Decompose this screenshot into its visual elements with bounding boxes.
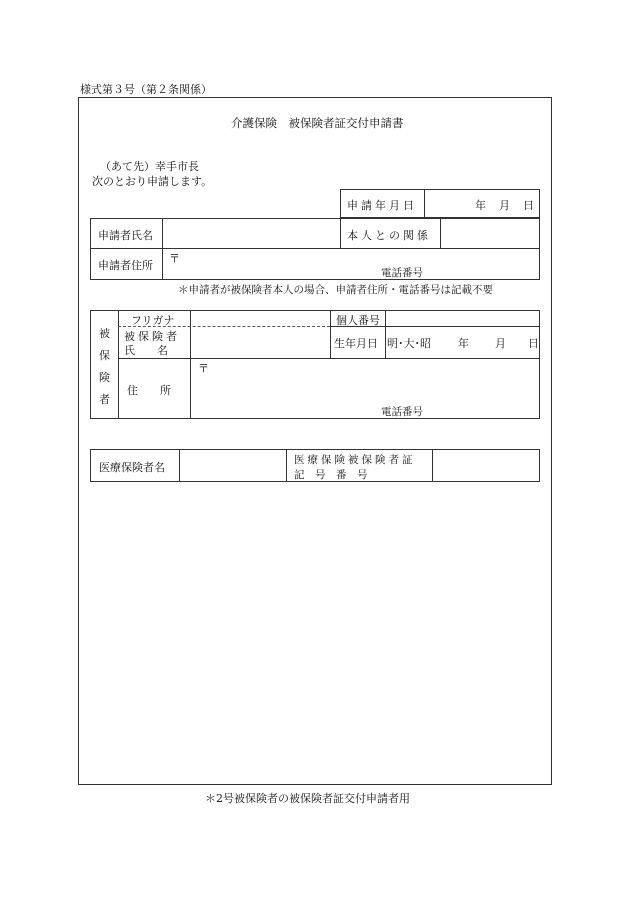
relation-label: 本人との関係: [347, 229, 431, 242]
era-options: 明･大･昭: [387, 337, 431, 350]
footer-note: ＊2号被保険者の被保険者証交付申請者用: [205, 792, 410, 805]
card-label-1: 医療保険被保険者証: [294, 454, 416, 466]
insured-side-label-3: 険: [99, 371, 110, 384]
insured-side-label-2: 保: [99, 349, 110, 362]
insurer-name-label: 医療保険者名: [99, 461, 165, 474]
furigana-label: フリガナ: [131, 314, 175, 327]
date-year-unit: 年: [475, 199, 486, 212]
insured-postal-mark: 〒: [198, 362, 209, 375]
insured-side-label-1: 被: [99, 327, 110, 340]
date-month-unit: 月: [499, 199, 510, 212]
birth-label: 生年月日: [334, 337, 378, 350]
form-title: 介護保険 被保険者証交付申請書: [231, 116, 404, 130]
applicant-table: [90, 218, 540, 280]
application-date-label: 申請年月日: [347, 199, 417, 212]
insured-name-label-2: 氏 名: [124, 344, 168, 357]
medical-table: [90, 449, 540, 482]
addressee: （あて先）幸手市長: [100, 160, 199, 173]
applicant-name-label: 申請者氏名: [98, 229, 153, 242]
applicant-postal-mark: 〒: [169, 252, 180, 265]
applicant-note: ＊申請者が被保険者本人の場合、申請者住所・電話番号は記載不要: [178, 284, 493, 296]
insured-name-label-1: 被保険者: [124, 330, 180, 343]
form-number: 様式第３号（第２条関係）: [80, 83, 212, 96]
personal-number-label: 個人番号: [336, 314, 380, 327]
card-label-2: 記 号 番 号: [294, 469, 368, 481]
insured-table: [90, 310, 540, 419]
birth-year-unit: 年: [458, 337, 469, 350]
applicant-address-label: 申請者住所: [98, 259, 153, 272]
applicant-phone-label: 電話番号: [381, 267, 423, 279]
insured-phone-label: 電話番号: [381, 406, 423, 418]
intro-text: 次のとおり申請します。: [92, 175, 213, 188]
insured-side-label-4: 者: [99, 393, 110, 406]
application-date-box: [340, 189, 540, 218]
birth-day-unit: 日: [528, 337, 539, 350]
birth-month-unit: 月: [495, 337, 506, 350]
date-day-unit: 日: [523, 199, 534, 212]
insured-address-label: 住 所: [127, 384, 171, 397]
